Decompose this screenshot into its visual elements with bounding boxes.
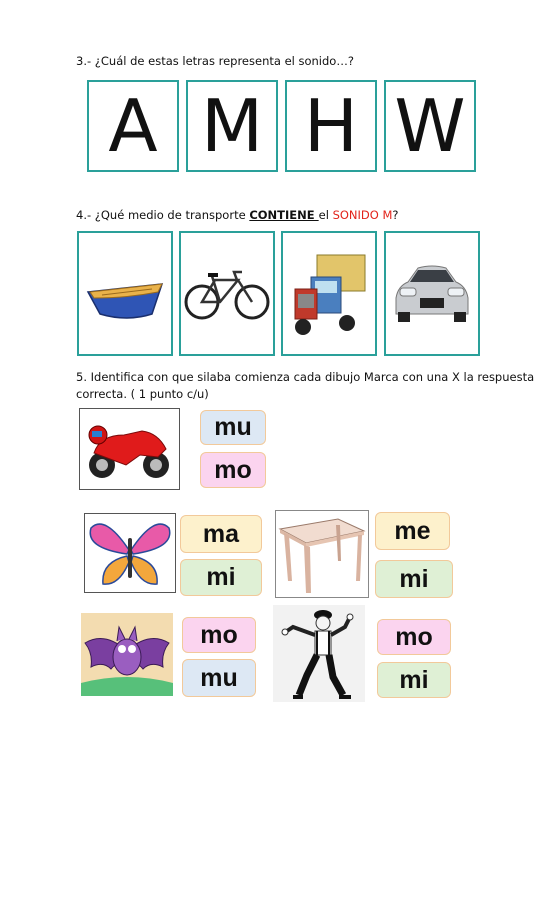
- question-3: 3.- ¿Cuál de estas letras representa el sonido…?: [76, 54, 354, 68]
- letter-option-h[interactable]: H: [285, 80, 377, 172]
- q5-line1: 5. Identifica con que silaba comienza cada dibujo Marca con una X la respuesta: [76, 370, 535, 384]
- syllable-me[interactable]: me: [375, 512, 450, 550]
- picture-mime: [273, 605, 365, 702]
- syllable-mo-3[interactable]: mo: [377, 619, 451, 655]
- syllable-ma[interactable]: ma: [180, 515, 262, 553]
- question-4: [76, 207, 399, 224]
- bicycle-icon: [182, 264, 272, 324]
- syllable-mu-2[interactable]: mu: [182, 659, 256, 697]
- picture-bat: [81, 613, 173, 696]
- syllable-mo-2[interactable]: mo: [182, 617, 256, 653]
- syllable-mi-3[interactable]: mi: [377, 662, 451, 698]
- picture-butterfly: [84, 513, 176, 593]
- car-icon: [388, 262, 476, 326]
- letter-option-m[interactable]: M: [186, 80, 278, 172]
- motorcycle-icon: [80, 409, 179, 489]
- picture-motorcycle: [79, 408, 180, 490]
- syllable-mu-1[interactable]: mu: [200, 410, 266, 445]
- transport-car[interactable]: [384, 231, 480, 356]
- syllable-mo-1[interactable]: mo: [200, 452, 266, 488]
- syllable-mi-2[interactable]: mi: [375, 560, 453, 598]
- question-5: [76, 369, 534, 403]
- q4-el: el: [318, 208, 333, 222]
- transport-boat[interactable]: [77, 231, 173, 356]
- transport-bicycle[interactable]: [179, 231, 275, 356]
- butterfly-icon: [85, 514, 175, 592]
- q4-contiene: CONTIENE: [249, 208, 319, 222]
- q4-sonido-m: SONIDO M: [332, 208, 393, 222]
- letter-option-w[interactable]: W: [384, 80, 476, 172]
- bat-icon: [81, 613, 173, 696]
- syllable-mi-1[interactable]: mi: [180, 559, 262, 596]
- transport-truck[interactable]: [281, 231, 377, 356]
- picture-table: [275, 510, 369, 598]
- q4-prefix: 4.- ¿Qué medio de transporte: [76, 208, 250, 222]
- q5-line2: correcta. ( 1 punto c/u): [76, 387, 209, 401]
- mime-icon: [273, 605, 365, 702]
- boat-icon: [82, 264, 168, 324]
- truck-icon: [289, 249, 369, 339]
- letter-option-a[interactable]: A: [87, 80, 179, 172]
- q4-suffix: ?: [392, 208, 399, 222]
- table-icon: [276, 511, 368, 597]
